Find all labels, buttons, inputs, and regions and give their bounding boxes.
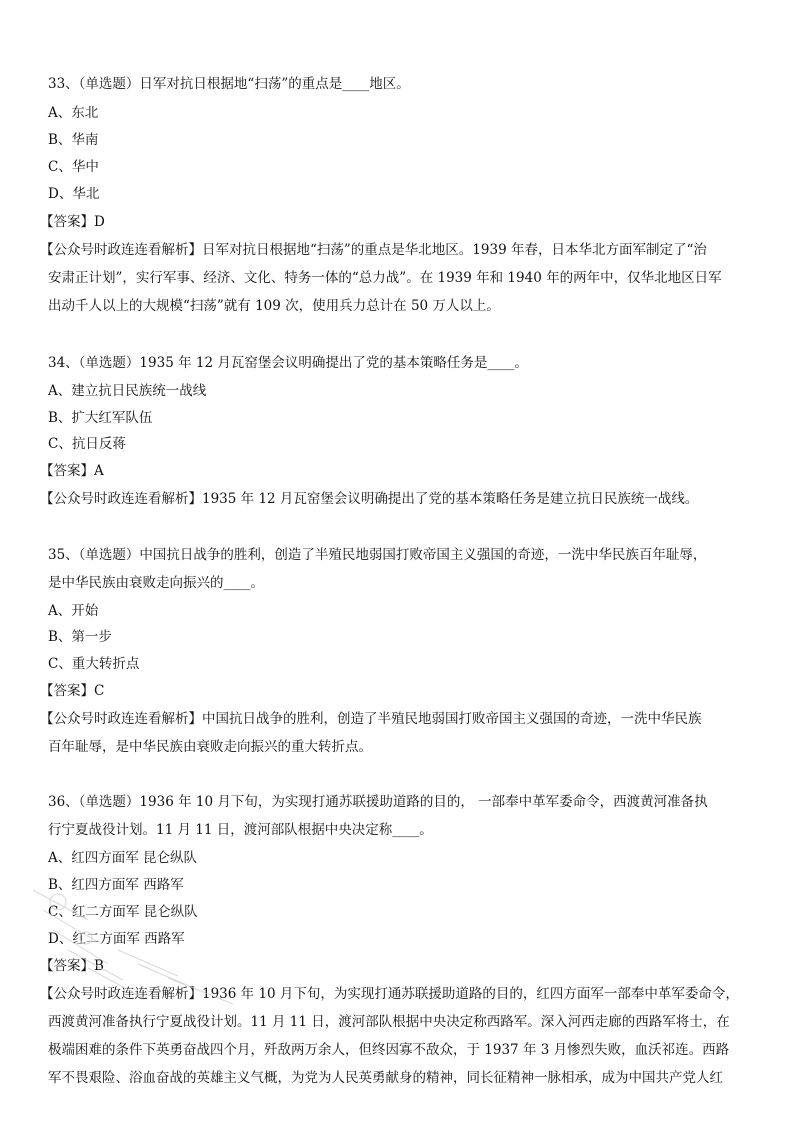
explanation-line: 【公众号时政连连看解析】1936 年 10 月下旬，为实现打通苏联援助道路的目的，红四方面军一部奉中革军委命令， (40, 986, 739, 1002)
option-a: A、建立抗日民族统一战线 (48, 383, 207, 399)
option-a: A、开始 (48, 603, 99, 619)
explanation-line: 【公众号时政连连看解析】1935 年 12 月瓦窑堡会议明确提出了党的基本策略任务是建立抗日民族统一战线。 (40, 491, 699, 507)
explanation-line: 出动千人以上的大规模“扫荡”就有 109 次，使用兵力总计在 50 万人以上。 (48, 298, 500, 314)
question-stem: 是中华民族由衰败走向振兴的____。 (48, 575, 264, 591)
explanation-line: 西渡黄河准备执行宁夏战役计划。11 月 11 日，渡河部队根据中央决定称西路军。深入河西走廊的西路军将士，在 (48, 1014, 730, 1030)
question-stem: 行宁夏战役计划。11 月 11 日，渡河部队根据中央决定称____。 (48, 822, 433, 838)
question-stem: 36、（单选题）1936 年 10 月下旬，为实现打通苏联援助道路的目的， 一部奉中革军委命令，西渡黄河准备执 (48, 794, 708, 810)
option-b: B、第一步 (48, 629, 112, 645)
explanation-line: 【公众号时政连连看解析】中国抗日战争的胜利，创造了半殖民地弱国打败帝国主义强国的奇迹，一洗中华民族 (40, 711, 702, 727)
question-stem: 34、（单选题）1935 年 12 月瓦窑堡会议明确提出了党的基本策略任务是____。 (48, 355, 528, 371)
explanation-line: 极端困难的条件下英勇奋战四个月，歼敌两万余人，但终因寡不敌众，于 1937 年 3 月惨烈失败，血沃祁连。西路 (48, 1042, 730, 1058)
option-c: C、红二方面军 昆仑纵队 (48, 904, 198, 920)
option-c: C、重大转折点 (48, 656, 140, 672)
answer: 【答案】C (40, 683, 105, 699)
explanation-line: 军不畏艰险、浴血奋战的英雄主义气概，为党为人民英勇献身的精神，同长征精神一脉相承，成为中国共产党人红 (48, 1070, 723, 1086)
option-d: D、华北 (48, 186, 100, 202)
option-b: B、华南 (48, 132, 99, 148)
option-a: A、红四方面军 昆仑纵队 (48, 850, 198, 866)
option-d: D、红二方面军 西路军 (48, 931, 185, 947)
answer: 【答案】D (40, 214, 105, 230)
answer: 【答案】B (40, 958, 104, 974)
answer: 【答案】A (40, 463, 104, 479)
option-c: C、抗日反蒋 (48, 436, 126, 452)
option-b: B、红四方面军 西路军 (48, 877, 184, 893)
explanation-line: 【公众号时政连连看解析】日军对抗日根据地“扫荡”的重点是华北地区。1939 年春，日本华北方面军制定了“治 (40, 242, 707, 258)
question-stem: 33、（单选题）日军对抗日根据地“扫荡”的重点是____地区。 (48, 76, 410, 92)
option-b: B、扩大红军队伍 (48, 410, 153, 426)
option-a: A、东北 (48, 105, 99, 121)
explanation-line: 百年耻辱，是中华民族由衰败走向振兴的重大转折点。 (48, 739, 372, 755)
question-stem: 35、（单选题）中国抗日战争的胜利，创造了半殖民地弱国打败帝国主义强国的奇迹，一洗中华民族百年耻辱， (48, 547, 707, 563)
option-c: C、华中 (48, 159, 99, 175)
explanation-line: 安肃正计划”，实行军事、经济、文化、特务一体的“总力战”。在 1939 年和 1940 年的两年中，仅华北地区日军 (48, 270, 722, 286)
